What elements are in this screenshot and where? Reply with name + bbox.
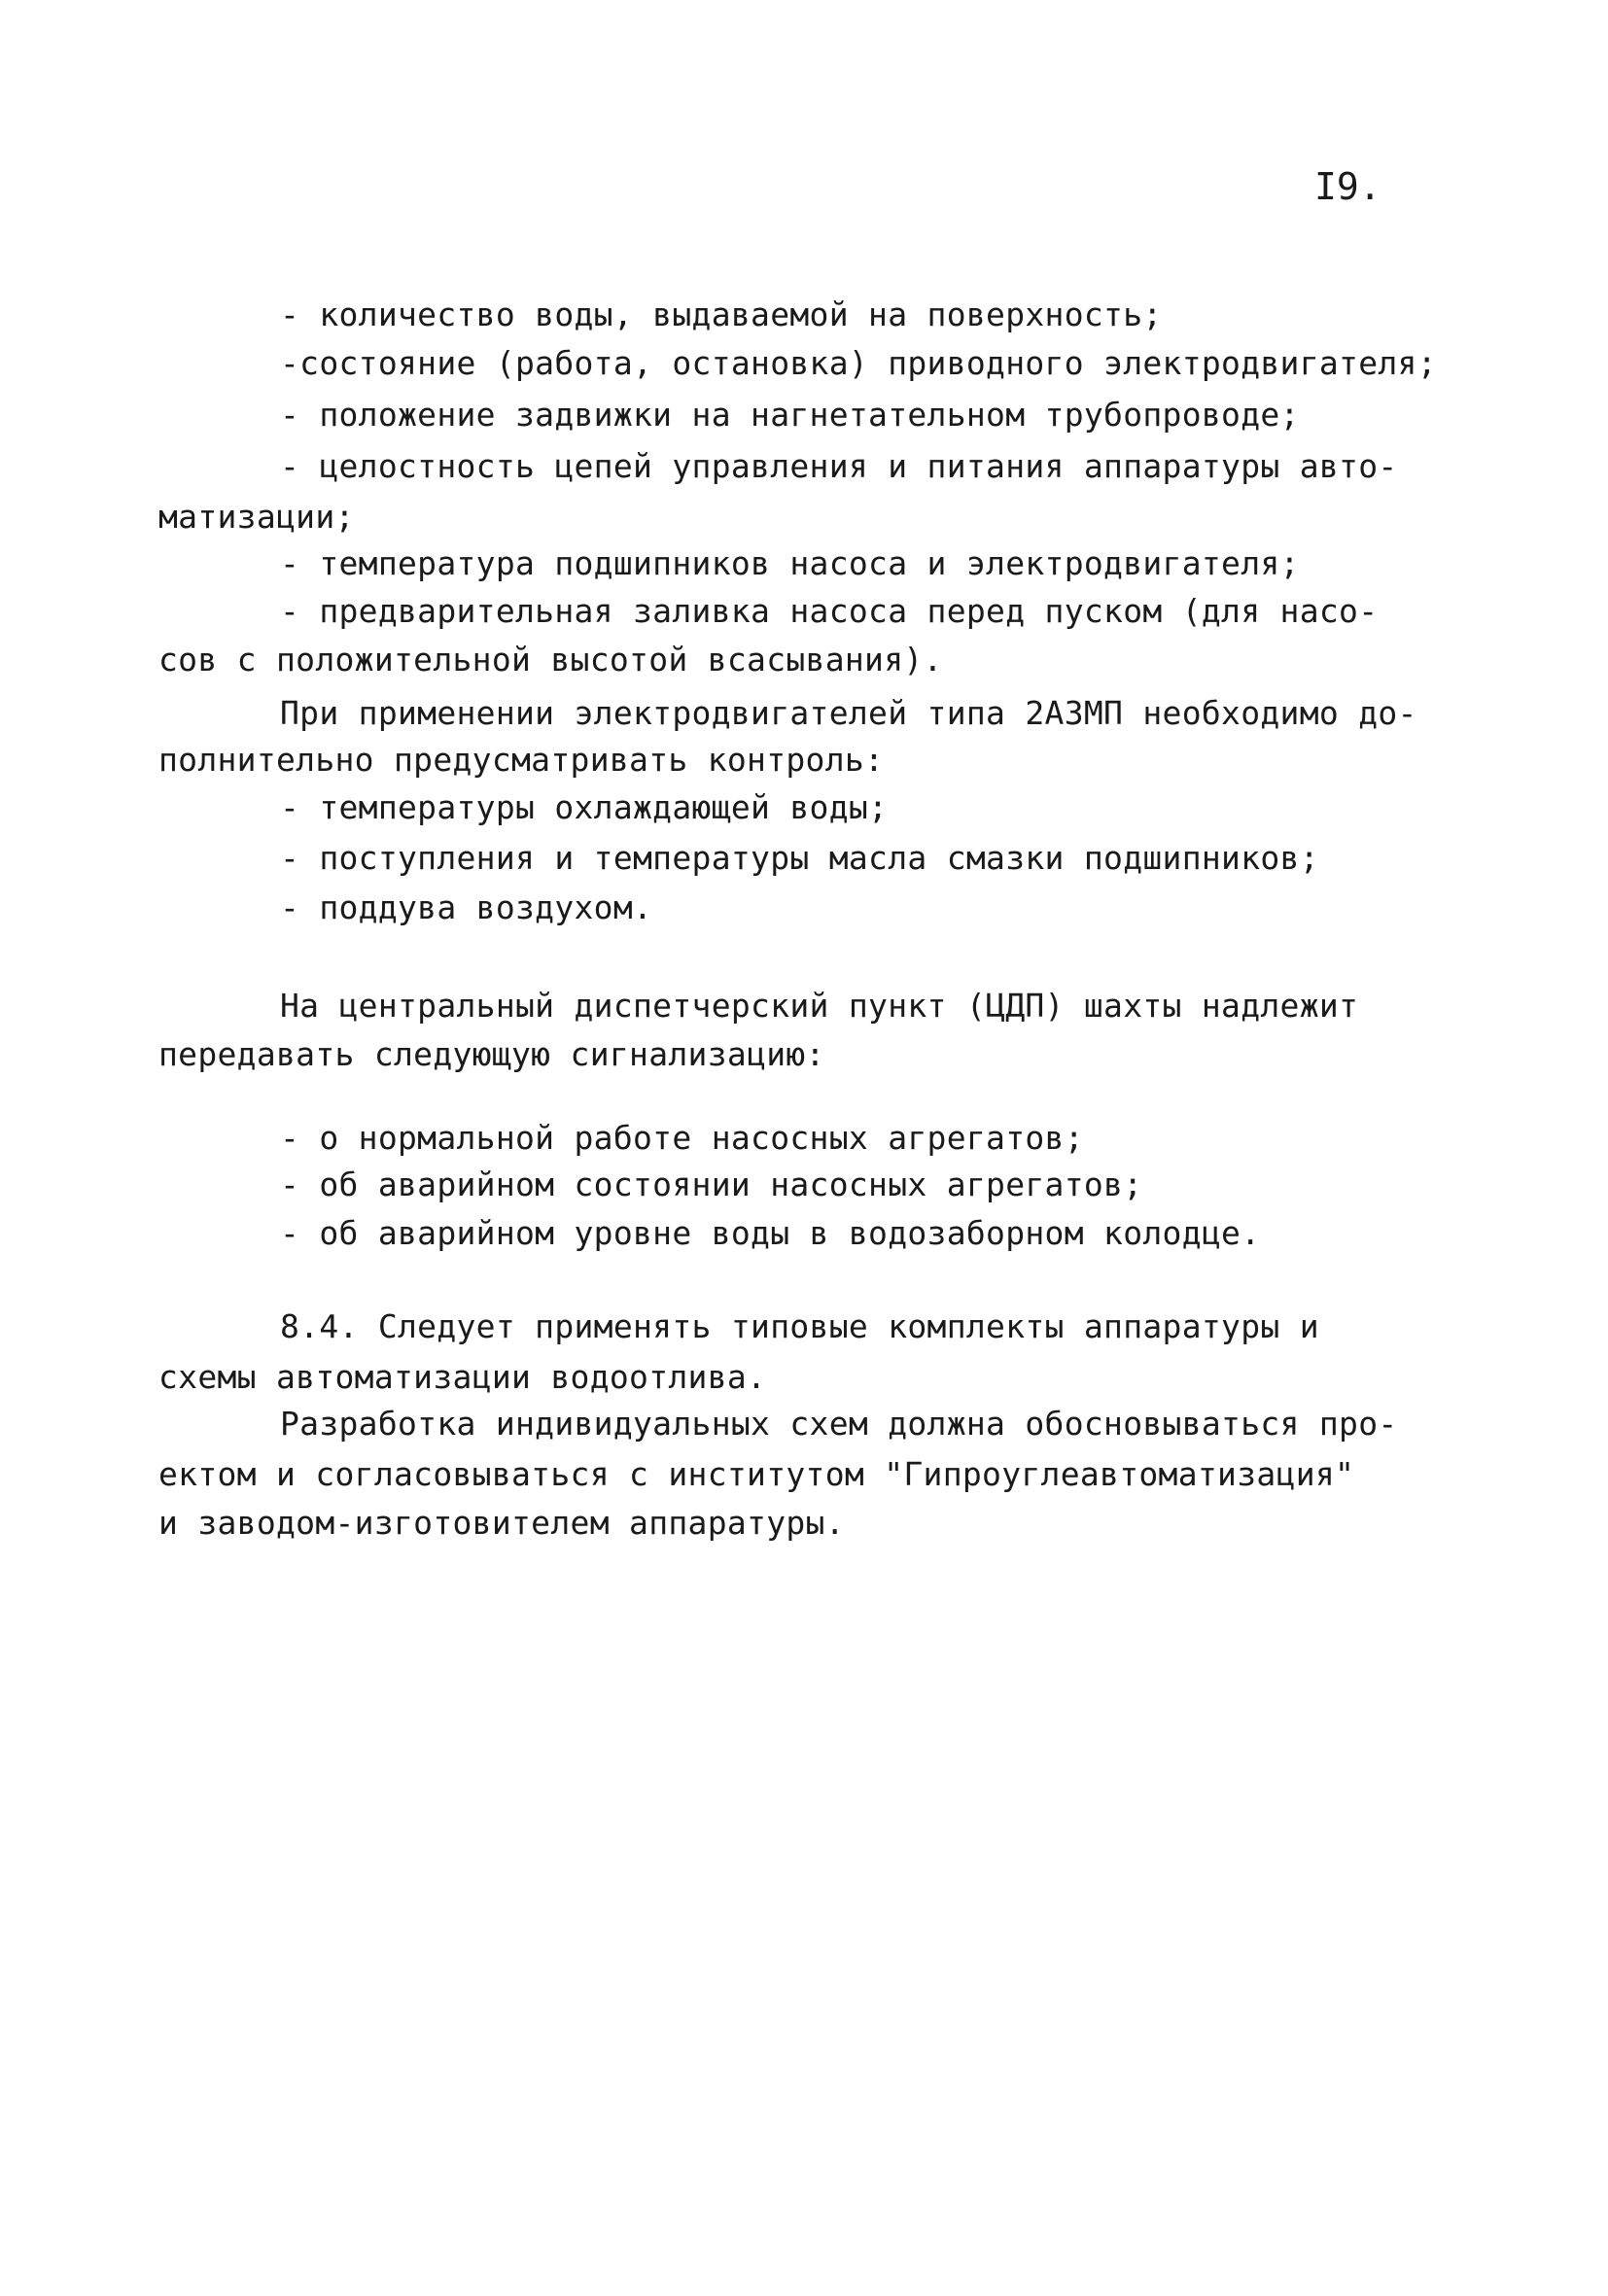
text-line: - поддува воздухом. (280, 888, 653, 926)
text-line: -состояние (работа, остановка) приводного электродвигателя; (280, 344, 1437, 382)
page-number: I9. (1314, 165, 1381, 208)
text-line: - о нормальной работе насосных агрегатов; (280, 1119, 1084, 1157)
text-line: 8.4. Следует применять типовые комплекты аппаратуры и (280, 1307, 1319, 1345)
text-line: - температуры охлаждающей воды; (280, 788, 889, 826)
text-line: и заводом-изготовителем аппаратуры. (158, 1504, 845, 1542)
text-line: - количество воды, выдаваемой на поверхность; (280, 296, 1163, 333)
text-line: - об аварийном состоянии насосных агрегатов; (280, 1165, 1143, 1203)
text-line: - температура подшипников насоса и электродвигателя; (280, 544, 1300, 582)
text-line: передавать следующую сигнализацию: (158, 1035, 825, 1073)
text-line: матизации; (158, 498, 355, 536)
text-line: схемы автоматизации водоотлива. (158, 1358, 767, 1396)
text-line: - целостность цепей управления и питания аппаратуры авто- (280, 447, 1398, 485)
text-line: При применении электродвигателей типа 2АЗМП необходимо до- (280, 694, 1417, 732)
text-line: - поступления и температуры масла смазки подшипников; (280, 839, 1319, 877)
text-line: - положение задвижки на нагнетательном трубопроводе; (280, 396, 1300, 434)
text-line: Разработка индивидуальных схем должна обосновываться про- (280, 1405, 1398, 1443)
text-line: ектом и согласовываться с институтом "Гипроуглеавтоматизация" (158, 1455, 1355, 1493)
text-line: полнительно предусматривать контроль: (158, 741, 885, 779)
text-line: сов с положительной высотой всасывания). (158, 641, 943, 678)
text-line: - предварительная заливка насоса перед пуском (для насо- (280, 592, 1379, 630)
text-line: - об аварийном уровне воды в водозаборном колодце. (280, 1214, 1261, 1252)
text-line: На центральный диспетчерский пункт (ЦДП) шахты надлежит (280, 987, 1359, 1025)
